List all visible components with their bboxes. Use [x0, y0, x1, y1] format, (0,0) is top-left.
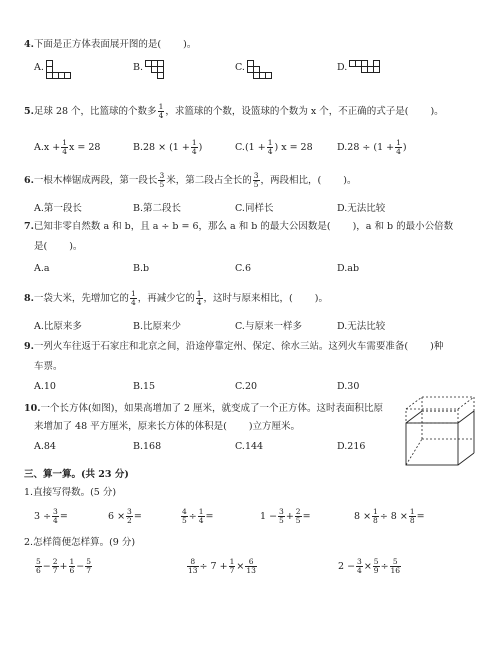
question-9: 9.一列火车往返于石家庄和北京之间，沿途停靠定州、保定、徐水三站。这列火车需要准备( )种 — [24, 341, 444, 352]
fraction: $\frac{5}{9}$ — [373, 557, 379, 575]
option-a[interactable]: A.比原来多 — [34, 321, 82, 332]
calc-expression-3[interactable]: 2 − $\frac{3}{4}$ × $\frac{5}{9}$ ÷ $\frac{5}{16}$ — [338, 557, 401, 575]
option-d[interactable]: D.216 — [337, 441, 366, 452]
part-1-title: 1.直接写得数。(5 分) — [24, 487, 117, 498]
option-d[interactable]: D.28 ÷ (1 + $\frac{1}{4}$ ) — [337, 138, 407, 156]
fraction: $\frac{1}{4}$ — [396, 138, 401, 156]
fraction: $\frac{1}{6}$ — [69, 557, 75, 575]
option-c[interactable]: C. — [235, 62, 245, 73]
fraction: $\frac{1}{4}$ — [130, 289, 136, 307]
option-b[interactable]: B.28 × (1 + $\frac{1}{4}$ ) — [133, 138, 203, 156]
cuboid-figure — [400, 393, 480, 469]
net-square — [373, 66, 380, 73]
option-c[interactable]: C.与原来一样多 — [235, 321, 302, 332]
option-c[interactable]: C.同样长 — [235, 203, 274, 214]
fraction: $\frac{1}{4}$ — [267, 138, 273, 156]
question-10-line2: 来增加了 48 平方厘米，原来长方体的体积是( )立方厘米。 — [34, 421, 301, 432]
option-d[interactable]: D.ab — [337, 263, 360, 274]
option-a[interactable]: A.x + $\frac{1}{4}$ x = 28 — [34, 138, 101, 156]
fraction: $\frac{3}{2}$ — [127, 507, 132, 525]
fraction: $\frac{1}{7}$ — [229, 557, 235, 575]
fraction: $\frac{4}{5}$ — [182, 507, 187, 525]
calc-item-3[interactable]: $\frac{4}{5}$ ÷ $\frac{1}{4}$ = — [182, 507, 214, 525]
option-c[interactable]: C.20 — [235, 381, 258, 392]
fraction: $\frac{1}{8}$ — [409, 507, 415, 525]
option-b[interactable]: B. — [133, 62, 144, 73]
fraction: $\frac{5}{7}$ — [86, 557, 92, 575]
part-2-title: 2.怎样简便怎样算。(9 分) — [24, 537, 136, 548]
question-4: 4.下面是正方体表面展开图的是( )。 — [24, 39, 197, 50]
fraction: $\frac{1}{8}$ — [373, 507, 378, 525]
section-title: 三、算一算。(共 23 分) — [24, 469, 129, 480]
question-number: 4. — [24, 39, 34, 50]
question-7: 7.已知非零自然数 a 和 b，且 a ÷ b = 6，那么 a 和 b 的最大公因数是( )，a 和 b 的最小公倍数 — [24, 221, 454, 232]
question-7-line2: 是( )。 — [34, 241, 83, 252]
question-9-line2: 车票。 — [34, 361, 63, 372]
option-a[interactable]: A.10 — [34, 381, 56, 392]
fraction: $\frac{8}{13}$ — [188, 557, 198, 575]
calc-item-2[interactable]: 6 × $\frac{3}{2}$ = — [108, 507, 142, 525]
fraction: $\frac{2}{5}$ — [295, 507, 301, 525]
calc-expression-1[interactable]: $\frac{5}{6}$ − $\frac{2}{7}$ + $\frac{1}{6}$ − $\frac{5}{7}$ — [36, 557, 92, 575]
option-d[interactable]: D.无法比较 — [337, 321, 386, 332]
fraction: $\frac{3}{4}$ — [357, 557, 362, 575]
net-square — [265, 72, 272, 79]
fraction: $\frac{1}{4}$ — [158, 102, 164, 120]
option-a[interactable]: A. — [34, 62, 44, 73]
fraction: $\frac{1}{4}$ — [62, 138, 67, 156]
fraction: $\frac{1}{4}$ — [196, 289, 202, 307]
question-8: 8.一袋大米，先增加它的 $\frac{1}{4}$ ，再减少它的 $\frac{1}{4}$ ，这时与原来相比，( )。 — [24, 289, 328, 307]
fraction: $\frac{5}{6}$ — [36, 557, 41, 575]
calc-item-1[interactable]: 3 ÷ $\frac{3}{4}$ = — [34, 507, 68, 525]
option-d[interactable]: D. — [337, 62, 348, 73]
cuboid-front-face — [406, 423, 458, 465]
net-square — [157, 72, 164, 79]
option-c[interactable]: C.(1 + $\frac{1}{4}$ ) x = 28 — [235, 138, 313, 156]
calc-item-5[interactable]: 8 × $\frac{1}{8}$ ÷ 8 × $\frac{1}{8}$ = — [354, 507, 425, 525]
fraction: $\frac{1}{4}$ — [198, 507, 204, 525]
fraction: $\frac{3}{4}$ — [53, 507, 58, 525]
option-c[interactable]: C.144 — [235, 441, 264, 452]
option-b[interactable]: B.15 — [133, 381, 156, 392]
question-10: 10.一个长方体(如图)，如果高增加了 2 厘米，就变成了一个正方体。这时表面积比原 — [24, 403, 384, 414]
fraction: $\frac{3}{5}$ — [159, 171, 165, 189]
option-b[interactable]: B.比原来少 — [133, 321, 182, 332]
option-d[interactable]: D.无法比较 — [337, 203, 386, 214]
option-b[interactable]: B.第二段长 — [133, 203, 182, 214]
option-d[interactable]: D.30 — [337, 381, 360, 392]
fraction: $\frac{1}{4}$ — [191, 138, 197, 156]
fraction: $\frac{3}{5}$ — [279, 507, 284, 525]
net-square — [64, 72, 71, 79]
question-6: 6.一根木棒锯成两段，第一段长 $\frac{3}{5}$ 米，第二段占全长的 $\frac{3}{5}$ ，两段相比，( )。 — [24, 171, 357, 189]
question-text: 下面是正方体表面展开图的是( — [33, 39, 162, 50]
option-c[interactable]: C.6 — [235, 263, 251, 274]
option-a[interactable]: A.84 — [34, 441, 56, 452]
option-a[interactable]: A.a — [34, 263, 50, 274]
fraction: $\frac{5}{16}$ — [390, 557, 401, 575]
fraction: $\frac{2}{7}$ — [52, 557, 58, 575]
fraction: $\frac{3}{5}$ — [253, 171, 259, 189]
question-5: 5.足球 28 个，比篮球的个数多 $\frac{1}{4}$ ，求篮球的个数，设篮球的个数为 x 个，不正确的式子是( )。 — [24, 102, 444, 120]
fraction: $\frac{6}{13}$ — [246, 557, 256, 575]
option-b[interactable]: B.168 — [133, 441, 162, 452]
calc-item-4[interactable]: 1 − $\frac{3}{5}$ + $\frac{2}{5}$ = — [260, 507, 311, 525]
option-a[interactable]: A.第一段长 — [34, 203, 82, 214]
option-b[interactable]: B.b — [133, 263, 150, 274]
calc-expression-2[interactable]: $\frac{8}{13}$ ÷ 7 + $\frac{1}{7}$ × $\frac{6}{13}$ — [188, 557, 256, 575]
